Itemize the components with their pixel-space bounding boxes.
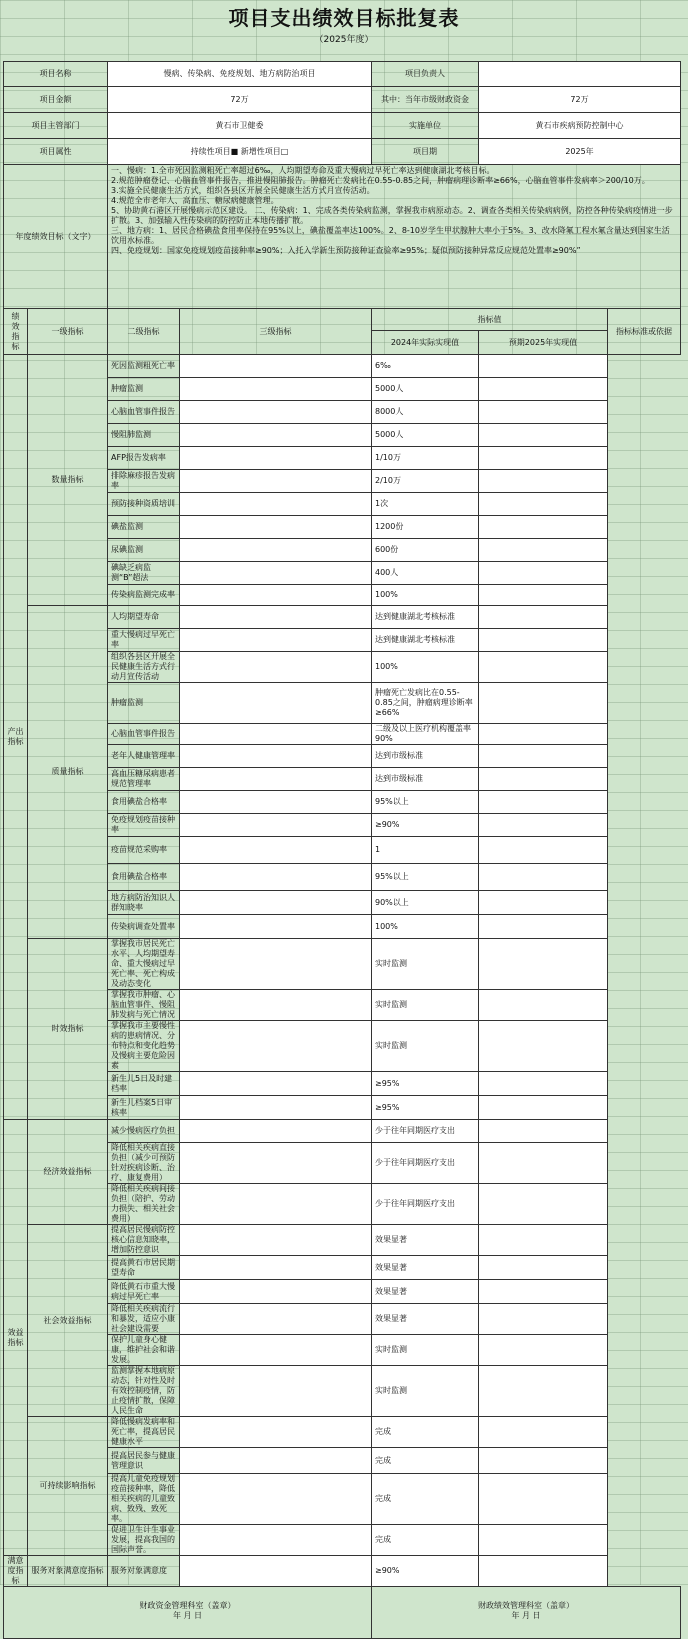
indicator-name[interactable]: 降低相关疾病间接负担（陪护、劳动力损失、相关社会费用） [108,1184,180,1225]
indicator-name[interactable]: 食用碘盐合格率 [108,864,180,891]
indicator-expected-2025[interactable]: 95%以上 [372,791,479,814]
indicator-actual-2024[interactable] [180,629,372,652]
indicator-expected-2025[interactable]: 2/10万 [372,470,479,493]
indicator-actual-2024[interactable] [180,745,372,768]
indicator-name[interactable]: 提高儿童免疫规划疫苗接种率，降低相关疾病的儿童致病、致残、致死率。 [108,1474,180,1525]
indicator-name[interactable]: 掌握我市居民死亡水平、人均期望寿命、重大慢病过早死亡率、死亡构成及动态变化 [108,939,180,990]
indicator-basis[interactable] [479,652,608,683]
indicator-expected-2025[interactable]: 肿瘤死亡发病比在0.55-0.85之间，肿瘤病理诊断率≥66% [372,683,479,724]
indicator-basis[interactable] [479,837,608,864]
indicator-expected-2025[interactable]: 1/10万 [372,447,479,470]
indicator-actual-2024[interactable] [180,378,372,401]
signature-left-date: 年 月 日 [172,1611,203,1620]
timely-indicators-label: 时效指标 [28,939,108,1120]
indicator-actual-2024[interactable] [180,447,372,470]
header-basis: 指标标准或依据 [608,309,681,355]
indicator-basis[interactable] [479,1072,608,1096]
annual-goals-text[interactable] [108,165,681,309]
indicator-row [4,1556,681,1587]
project-period-value[interactable]: 2025年 [479,139,681,165]
approval-table [3,61,681,1639]
indicator-name[interactable]: 尿碘监测 [108,539,180,562]
indicator-actual-2024[interactable] [180,470,372,493]
quality-indicators-label: 质量指标 [28,606,108,939]
indicator-basis[interactable] [479,745,608,768]
indicator-actual-2024[interactable] [180,791,372,814]
indicator-name[interactable]: 新生儿5日及时建档率 [108,1072,180,1096]
page-title: 项目支出绩效目标批复表 [228,6,460,30]
indicator-actual-2024[interactable] [180,606,372,629]
indicator-name[interactable]: 预防接种资质培训 [108,493,180,516]
indicator-name[interactable]: 降低黄石市重大慢病过早死亡率 [108,1280,180,1304]
signature-right-title: 财政绩效管理科室（盖章） [478,1601,574,1610]
indicator-basis[interactable] [479,1225,608,1256]
indicator-name[interactable]: 慢阻肺监测 [108,424,180,447]
indicator-name[interactable]: 疫苗规范采购率 [108,837,180,864]
indicator-name[interactable]: 心脑血管事件报告 [108,724,180,745]
indicator-basis[interactable] [479,1280,608,1304]
project-leader-label: 项目负责人 [372,62,479,87]
indicator-basis[interactable] [479,1556,608,1587]
indicator-actual-2024[interactable] [180,516,372,539]
indicator-name[interactable]: 免疫规划疫苗接种率 [108,814,180,837]
indicator-basis[interactable] [479,585,608,606]
header-level1: 一级指标 [28,309,108,355]
indicator-actual-2024[interactable] [180,1304,372,1335]
indicator-basis[interactable] [479,493,608,516]
indicator-expected-2025[interactable]: 100% [372,585,479,606]
indicator-name[interactable]: 传染病监测完成率 [108,585,180,606]
indicator-actual-2024[interactable] [180,1417,372,1448]
indicator-basis[interactable] [479,539,608,562]
indicator-expected-2025[interactable]: 效果显著 [372,1304,479,1335]
indicator-name[interactable]: 碘缺乏病监测“B”超法 [108,562,180,585]
project-attribute-value[interactable]: 持续性项目■ 新增性项目□ [108,139,372,165]
indicator-expected-2025[interactable]: ≥90% [372,814,479,837]
indicator-actual-2024[interactable] [180,915,372,939]
indicator-actual-2024[interactable] [180,539,372,562]
indicator-expected-2025[interactable]: 完成 [372,1525,479,1556]
indicator-actual-2024[interactable] [180,355,372,378]
indicator-basis[interactable] [479,447,608,470]
indicator-basis[interactable] [479,516,608,539]
output-indicators-label: 产出指标 [4,355,28,1120]
indicator-expected-2025[interactable]: 完成 [372,1448,479,1474]
goal-line-2: 2.规范肿瘤登记、心脑血管事件报告，推进慢阻肺报告。肿瘤死亡发病比在0.55-0.85之间，肿瘤病理诊断率≥66%，心脑血管事件发病率＞200/10万。 [111,176,650,185]
indicator-expected-2025[interactable]: 实时监测 [372,990,479,1021]
indicator-expected-2025[interactable]: 600份 [372,539,479,562]
indicator-name[interactable]: 食用碘盐合格率 [108,791,180,814]
indicator-basis[interactable] [479,1184,608,1225]
indicator-actual-2024[interactable] [180,1335,372,1366]
indicator-basis[interactable] [479,355,608,378]
department-label: 项目主管部门 [4,113,108,139]
indicator-basis[interactable] [479,401,608,424]
city-fund-value[interactable]: 72万 [479,87,681,113]
indicator-actual-2024[interactable] [180,1448,372,1474]
indicator-basis[interactable] [479,791,608,814]
indicator-expected-2025[interactable]: 1次 [372,493,479,516]
indicator-name[interactable]: 重大慢病过早死亡率 [108,629,180,652]
goal-line-1: 一、慢病：1.全市死因监测粗死亡率超过6‰，人均期望寿命及重大慢病过早死亡率达到健康湖北考核目标。 [111,166,495,175]
indicator-row [4,1225,681,1256]
indicator-actual-2024[interactable] [180,837,372,864]
project-amount-value[interactable]: 72万 [108,87,372,113]
indicator-basis[interactable] [479,470,608,493]
indicator-actual-2024[interactable] [180,1525,372,1556]
indicator-name[interactable]: 降低慢病发病率和死亡率，提高居民健康水平 [108,1417,180,1448]
project-period-label: 项目期 [372,139,479,165]
economic-indicators-label: 经济效益指标 [28,1120,108,1225]
header-value: 指标值 [372,309,608,331]
indicator-basis[interactable] [479,1448,608,1474]
indicator-name[interactable]: 监测掌握本地病原动态，针对性及时有效控制疫情，防止疫情扩散，保障人民生命 [108,1366,180,1417]
indicator-actual-2024[interactable] [180,585,372,606]
indicator-actual-2024[interactable] [180,493,372,516]
indicator-expected-2025[interactable]: 达到市级标准 [372,745,479,768]
indicator-expected-2025[interactable]: 完成 [372,1417,479,1448]
indicator-name[interactable]: 掌握我市主要慢性病的患病情况、分布特点和变化趋势及慢病主要危险因素 [108,1021,180,1072]
indicator-basis[interactable] [479,768,608,791]
indicator-expected-2025[interactable]: 1200份 [372,516,479,539]
indicator-name[interactable]: 掌握我市肿瘤、心脑血管事件、慢阻肺发病与死亡情况 [108,990,180,1021]
header-level2: 二级指标 [108,309,180,355]
indicator-actual-2024[interactable] [180,1556,372,1587]
indicator-row [4,355,681,378]
indicator-actual-2024[interactable] [180,1256,372,1280]
indicator-expected-2025[interactable]: ≥95% [372,1096,479,1120]
indicator-row [4,1120,681,1143]
indicator-expected-2025[interactable]: ≥95% [372,1072,479,1096]
indicator-expected-2025[interactable]: 6‰ [372,355,479,378]
satisfaction-indicators-label: 服务对象满意度指标 [28,1556,108,1587]
indicator-actual-2024[interactable] [180,1096,372,1120]
indicator-expected-2025[interactable]: 8000人 [372,401,479,424]
indicator-name[interactable]: 碘盐监测 [108,516,180,539]
indicator-actual-2024[interactable] [180,562,372,585]
implementing-unit-label: 实施单位 [372,113,479,139]
project-name-value[interactable]: 慢病、传染病、免疫规划、地方病防治项目 [108,62,372,87]
indicator-expected-2025[interactable]: 效果显著 [372,1256,479,1280]
indicator-name[interactable]: 组织各县区开展全民健康生活方式行动月宣传活动 [108,652,180,683]
indicator-expected-2025[interactable]: 5000人 [372,424,479,447]
indicator-row [4,1417,681,1448]
indicator-name[interactable]: 保护儿童身心健康，维护社会和谐发展。 [108,1335,180,1366]
indicator-basis[interactable] [479,378,608,401]
annual-goals-label: 年度绩效目标（文字） [4,165,108,309]
department-value[interactable]: 黄石市卫健委 [108,113,372,139]
indicator-basis[interactable] [479,1304,608,1335]
indicator-name[interactable]: 心脑血管事件报告 [108,401,180,424]
indicator-actual-2024[interactable] [180,1143,372,1184]
indicator-actual-2024[interactable] [180,1474,372,1525]
indicator-basis[interactable] [479,1417,608,1448]
indicator-actual-2024[interactable] [180,1184,372,1225]
indicator-basis[interactable] [479,1474,608,1525]
indicator-actual-2024[interactable] [180,990,372,1021]
indicator-basis[interactable] [479,1143,608,1184]
indicator-expected-2025[interactable]: 100% [372,915,479,939]
implementing-unit-value[interactable]: 黄石市疾病预防控制中心 [479,113,681,139]
signature-finance-funds [4,1587,372,1639]
indicator-name[interactable]: 降低相关疾病直接负担（减少可预防针对疾病诊断、治疗、康复费用） [108,1143,180,1184]
indicator-basis[interactable] [479,562,608,585]
indicator-expected-2025[interactable]: 1 [372,837,479,864]
signature-right-date: 年 月 日 [511,1611,541,1620]
indicator-row [4,939,681,990]
indicator-expected-2025[interactable]: 少于往年同期医疗支出 [372,1143,479,1184]
indicator-expected-2025[interactable]: 少于往年同期医疗支出 [372,1120,479,1143]
indicator-expected-2025[interactable]: 少于往年同期医疗支出 [372,1184,479,1225]
indicator-name[interactable]: 促进卫生计生事业发展，提高我国的国际声誉。 [108,1525,180,1556]
indicator-expected-2025[interactable]: 达到健康湖北考核标准 [372,606,479,629]
goal-line-4: 4.规范全市老年人、高血压、糖尿病健康管理。 [111,196,279,205]
indicator-expected-2025[interactable]: 400人 [372,562,479,585]
indicator-basis[interactable] [479,1096,608,1120]
indicator-expected-2025[interactable]: 实时监测 [372,1021,479,1072]
project-leader-value[interactable] [479,62,681,87]
quantity-indicators-label: 数量指标 [28,355,108,606]
indicator-expected-2025[interactable]: 5000人 [372,378,479,401]
project-attribute-label: 项目属性 [4,139,108,165]
header-expected-2025: 预期2025年实现值 [479,331,608,355]
indicator-basis[interactable] [479,864,608,891]
indicator-expected-2025[interactable]: 实时监测 [372,1366,479,1417]
indicator-actual-2024[interactable] [180,683,372,724]
indicator-basis[interactable] [479,424,608,447]
signature-finance-performance [372,1587,681,1639]
goal-line-5: 5、协助黄石港区开展慢病示范区建设。 二、传染病：1、完成各类传染病监测，掌握我市病原动态。2、调查各类相关传染病病例，防控各种传染病疫情进一步扩散。3、加强输入性传染病的防控防止本地传播扩散。 [111,206,673,225]
indicator-name[interactable]: 提高黄石市居民期望寿命 [108,1256,180,1280]
indicator-basis[interactable] [479,1021,608,1072]
social-indicators-label: 社会效益指标 [28,1225,108,1417]
indicator-basis[interactable] [479,990,608,1021]
indicator-expected-2025[interactable]: 完成 [372,1474,479,1525]
header-actual-2024: 2024年实际实现值 [372,331,479,355]
indicator-basis[interactable] [479,1120,608,1143]
page-subtitle: （2025年度） [314,35,374,45]
indicator-name[interactable]: 新生儿档案5日审核率 [108,1096,180,1120]
indicator-actual-2024[interactable] [180,939,372,990]
indicator-name[interactable]: 肿瘤监测 [108,683,180,724]
project-name-label: 项目名称 [4,62,108,87]
indicator-actual-2024[interactable] [180,891,372,915]
indicator-basis[interactable] [479,915,608,939]
goal-line-3: 3.实施全民健康生活方式，组织各县区开展全民健康生活方式月宣传活动。 [111,186,375,195]
indicator-basis[interactable] [479,814,608,837]
indicator-basis[interactable] [479,629,608,652]
indicator-actual-2024[interactable] [180,1366,372,1417]
indicator-name[interactable]: 减少慢病医疗负担 [108,1120,180,1143]
indicator-name[interactable]: 降低相关疾病流行和暴发，适应小康社会建设需要 [108,1304,180,1335]
city-fund-label: 其中：当年市级财政资金 [372,87,479,113]
indicator-name[interactable]: 死因监测粗死亡率 [108,355,180,378]
indicator-expected-2025[interactable]: 实时监测 [372,1335,479,1366]
indicator-expected-2025[interactable]: 达到市级标准 [372,768,479,791]
indicator-name[interactable]: 肿瘤监测 [108,378,180,401]
indicator-name[interactable]: 人均期望寿命 [108,606,180,629]
indicator-basis[interactable] [479,1525,608,1556]
benefit-indicators-label: 效益指标 [4,1120,28,1556]
header-level3: 三级指标 [180,309,372,355]
indicator-actual-2024[interactable] [180,1280,372,1304]
indicator-name[interactable]: 提高居民慢病防控核心信息知晓率，增加防控意识 [108,1225,180,1256]
indicator-rows [4,355,681,1587]
indicator-name[interactable]: 老年人健康管理率 [108,745,180,768]
sustain-indicators-label: 可持续影响指标 [28,1417,108,1556]
indicator-actual-2024[interactable] [180,424,372,447]
project-amount-label: 项目金额 [4,87,108,113]
indicator-expected-2025[interactable]: 二级及以上医疗机构覆盖率90% [372,724,479,745]
indicator-actual-2024[interactable] [180,864,372,891]
goal-line-7: 四、免疫规划：国家免疫规划疫苗接种率≥90%；入托入学新生预防接种证查验率≥95%；疑似预防接种异常反应规范处置率≥90%” [111,246,581,255]
indicator-expected-2025[interactable]: 实时监测 [372,939,479,990]
indicator-basis[interactable] [479,683,608,724]
indicator-expected-2025[interactable]: ≥90% [372,1556,479,1587]
indicator-basis[interactable] [479,724,608,745]
indicator-name[interactable]: 服务对象满意度 [108,1556,180,1587]
indicator-expected-2025[interactable]: 100% [372,652,479,683]
indicator-actual-2024[interactable] [180,814,372,837]
indicator-actual-2024[interactable] [180,1072,372,1096]
indicator-expected-2025[interactable]: 效果显著 [372,1280,479,1304]
indicator-actual-2024[interactable] [180,1021,372,1072]
indicator-name[interactable]: 提高居民参与健康管理意识 [108,1448,180,1474]
indicator-actual-2024[interactable] [180,724,372,745]
indicator-actual-2024[interactable] [180,401,372,424]
signature-left-title: 财政资金管理科室（盖章） [139,1601,236,1610]
indicator-name[interactable]: 高血压糖尿病患者规范管理率 [108,768,180,791]
indicator-basis[interactable] [479,606,608,629]
indicator-actual-2024[interactable] [180,1120,372,1143]
indicator-expected-2025[interactable]: 达到健康湖北考核标准 [372,629,479,652]
goal-line-6: 三、地方病：1、居民合格碘盐食用率保持在95%以上，碘盐覆盖率达100%。2、8-10岁学生甲状腺肿大率小于5%。3、改水降氟工程水氟含量达到国家生活饮用水标准。 [111,226,670,245]
indicator-basis[interactable] [479,891,608,915]
indicator-row [4,606,681,629]
indicator-name[interactable]: AFP报告发病率 [108,447,180,470]
indicator-basis[interactable] [479,939,608,990]
indicator-name[interactable]: 排除麻疹报告发病率 [108,470,180,493]
indicator-basis[interactable] [479,1335,608,1366]
indicator-name[interactable]: 传染病调查处置率 [108,915,180,939]
satisfaction-indicators-label: 满意度指标 [4,1556,28,1587]
indicator-actual-2024[interactable] [180,1225,372,1256]
indicator-actual-2024[interactable] [180,768,372,791]
indicator-expected-2025[interactable]: 90%以上 [372,891,479,915]
performance-section-label: 绩效指标 [4,309,28,355]
indicator-expected-2025[interactable]: 效果显著 [372,1225,479,1256]
indicator-expected-2025[interactable]: 95%以上 [372,864,479,891]
indicator-name[interactable]: 地方病防治知识人群知晓率 [108,891,180,915]
indicator-basis[interactable] [479,1256,608,1280]
indicator-actual-2024[interactable] [180,652,372,683]
indicator-basis[interactable] [479,1366,608,1417]
